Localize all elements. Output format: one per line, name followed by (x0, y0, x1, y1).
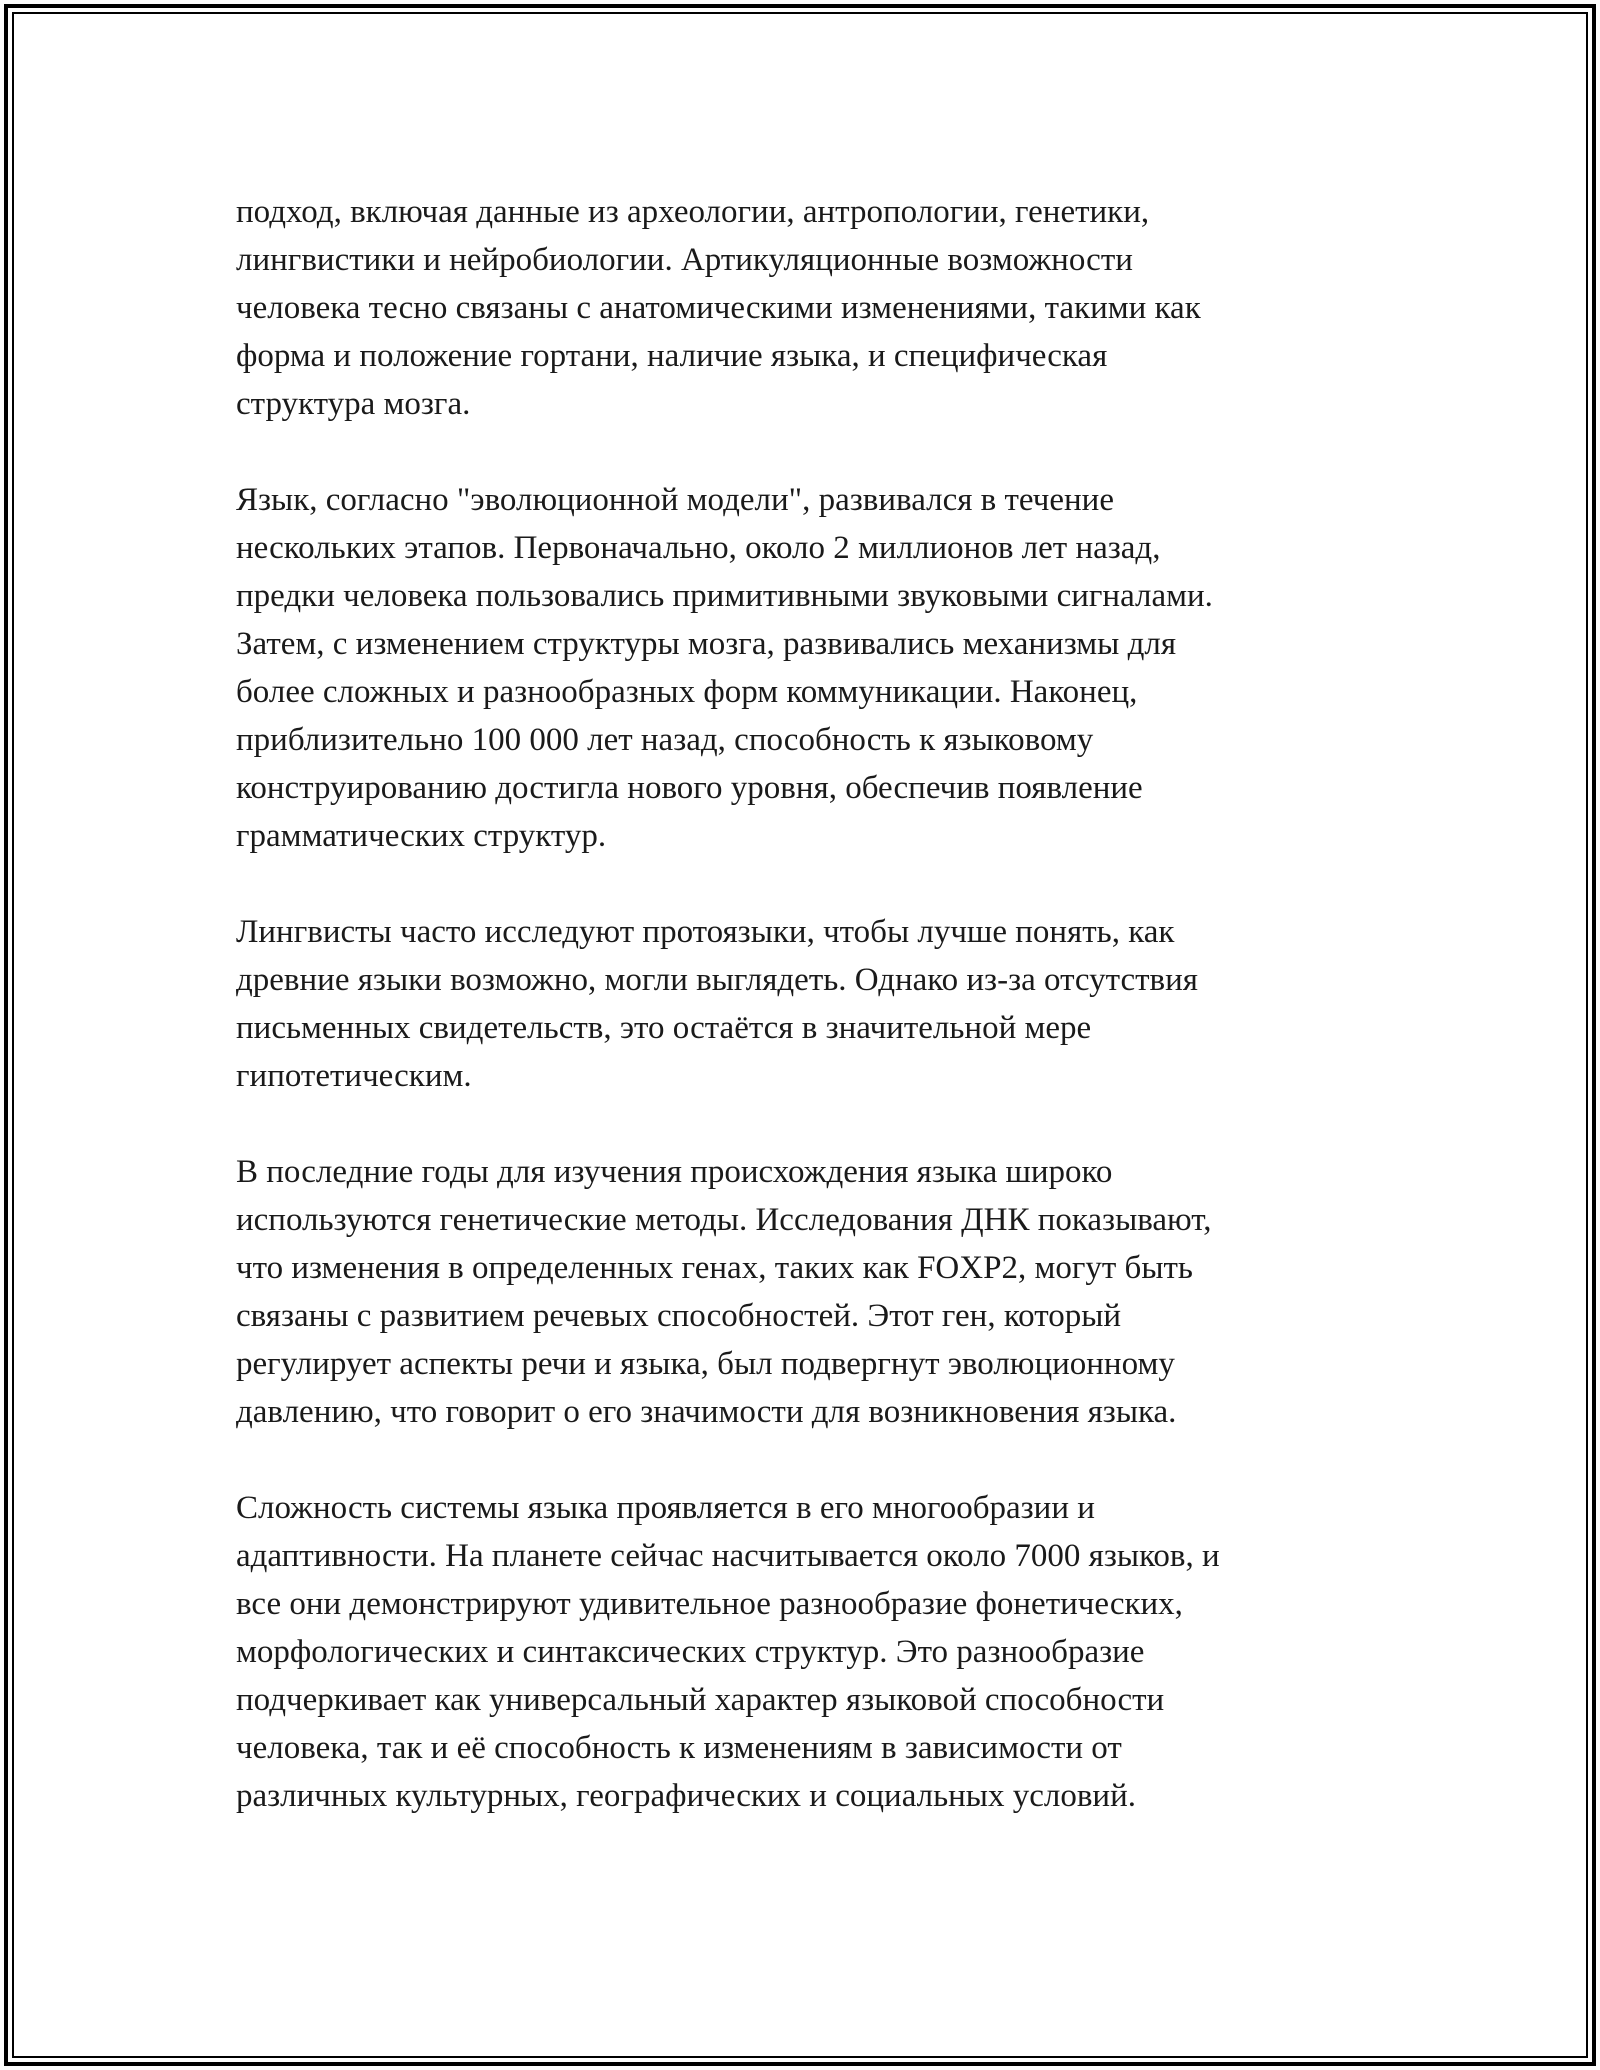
paragraph-2 (236, 476, 1356, 860)
text-line: адаптивности. На планете сейчас насчитывается около 7000 языков, и (236, 1538, 1220, 1574)
text-line: Сложность системы языка проявляется в его многообразии и (236, 1490, 1095, 1526)
text-line: письменных свидетельств, это остаётся в значительной мере (236, 1010, 1092, 1046)
text-line: человека, так и её способность к изменениям в зависимости от (236, 1730, 1122, 1766)
text-line: морфологических и синтаксических структур. Это разнообразие (236, 1634, 1145, 1670)
paragraph-5 (236, 1484, 1356, 1820)
text-line: более сложных и разнообразных форм коммуникации. Наконец, (236, 674, 1138, 710)
paragraph-1 (236, 188, 1356, 428)
text-line: предки человека пользовались примитивными звуковыми сигналами. (236, 578, 1213, 614)
text-line: все они демонстрируют удивительное разнообразие фонетических, (236, 1586, 1183, 1622)
text-line: регулирует аспекты речи и языка, был подвергнут эволюционному (236, 1346, 1175, 1382)
document-body (236, 188, 1356, 1868)
text-line: древние языки возможно, могли выглядеть. Однако из-за отсутствия (236, 962, 1198, 998)
text-line: В последние годы для изучения происхождения языка широко (236, 1154, 1113, 1190)
text-line: Лингвисты часто исследуют протоязыки, чтобы лучше понять, как (236, 914, 1175, 950)
text-line: Затем, с изменением структуры мозга, развивались механизмы для (236, 626, 1177, 662)
text-line: давлению, что говорит о его значимости для возникновения языка. (236, 1394, 1177, 1430)
text-line: конструированию достигла нового уровня, обеспечив появление (236, 770, 1143, 806)
text-line: что изменения в определенных генах, таких как FOXP2, могут быть (236, 1250, 1193, 1286)
text-line: различных культурных, географических и социальных условий. (236, 1778, 1136, 1814)
paragraph-3 (236, 908, 1356, 1100)
text-line: нескольких этапов. Первоначально, около 2 миллионов лет назад, (236, 530, 1161, 566)
text-line: приблизительно 100 000 лет назад, способность к языковому (236, 722, 1094, 758)
text-line: структура мозга. (236, 386, 471, 422)
paragraph-4 (236, 1148, 1356, 1436)
text-line: грамматических структур. (236, 818, 607, 854)
text-line: Язык, согласно "эволюционной модели", развивался в течение (236, 482, 1114, 518)
text-line: лингвистики и нейробиологии. Артикуляционные возможности (236, 242, 1133, 278)
text-line: человека тесно связаны с анатомическими изменениями, такими как (236, 290, 1201, 326)
text-line: подход, включая данные из археологии, антропологии, генетики, (236, 194, 1150, 230)
text-line: подчеркивает как универсальный характер языковой способности (236, 1682, 1165, 1718)
text-line: связаны с развитием речевых способностей. Этот ген, который (236, 1298, 1122, 1334)
text-line: форма и положение гортани, наличие языка, и специфическая (236, 338, 1108, 374)
text-line: используются генетические методы. Исследования ДНК показывают, (236, 1202, 1212, 1238)
text-line: гипотетическим. (236, 1058, 472, 1094)
